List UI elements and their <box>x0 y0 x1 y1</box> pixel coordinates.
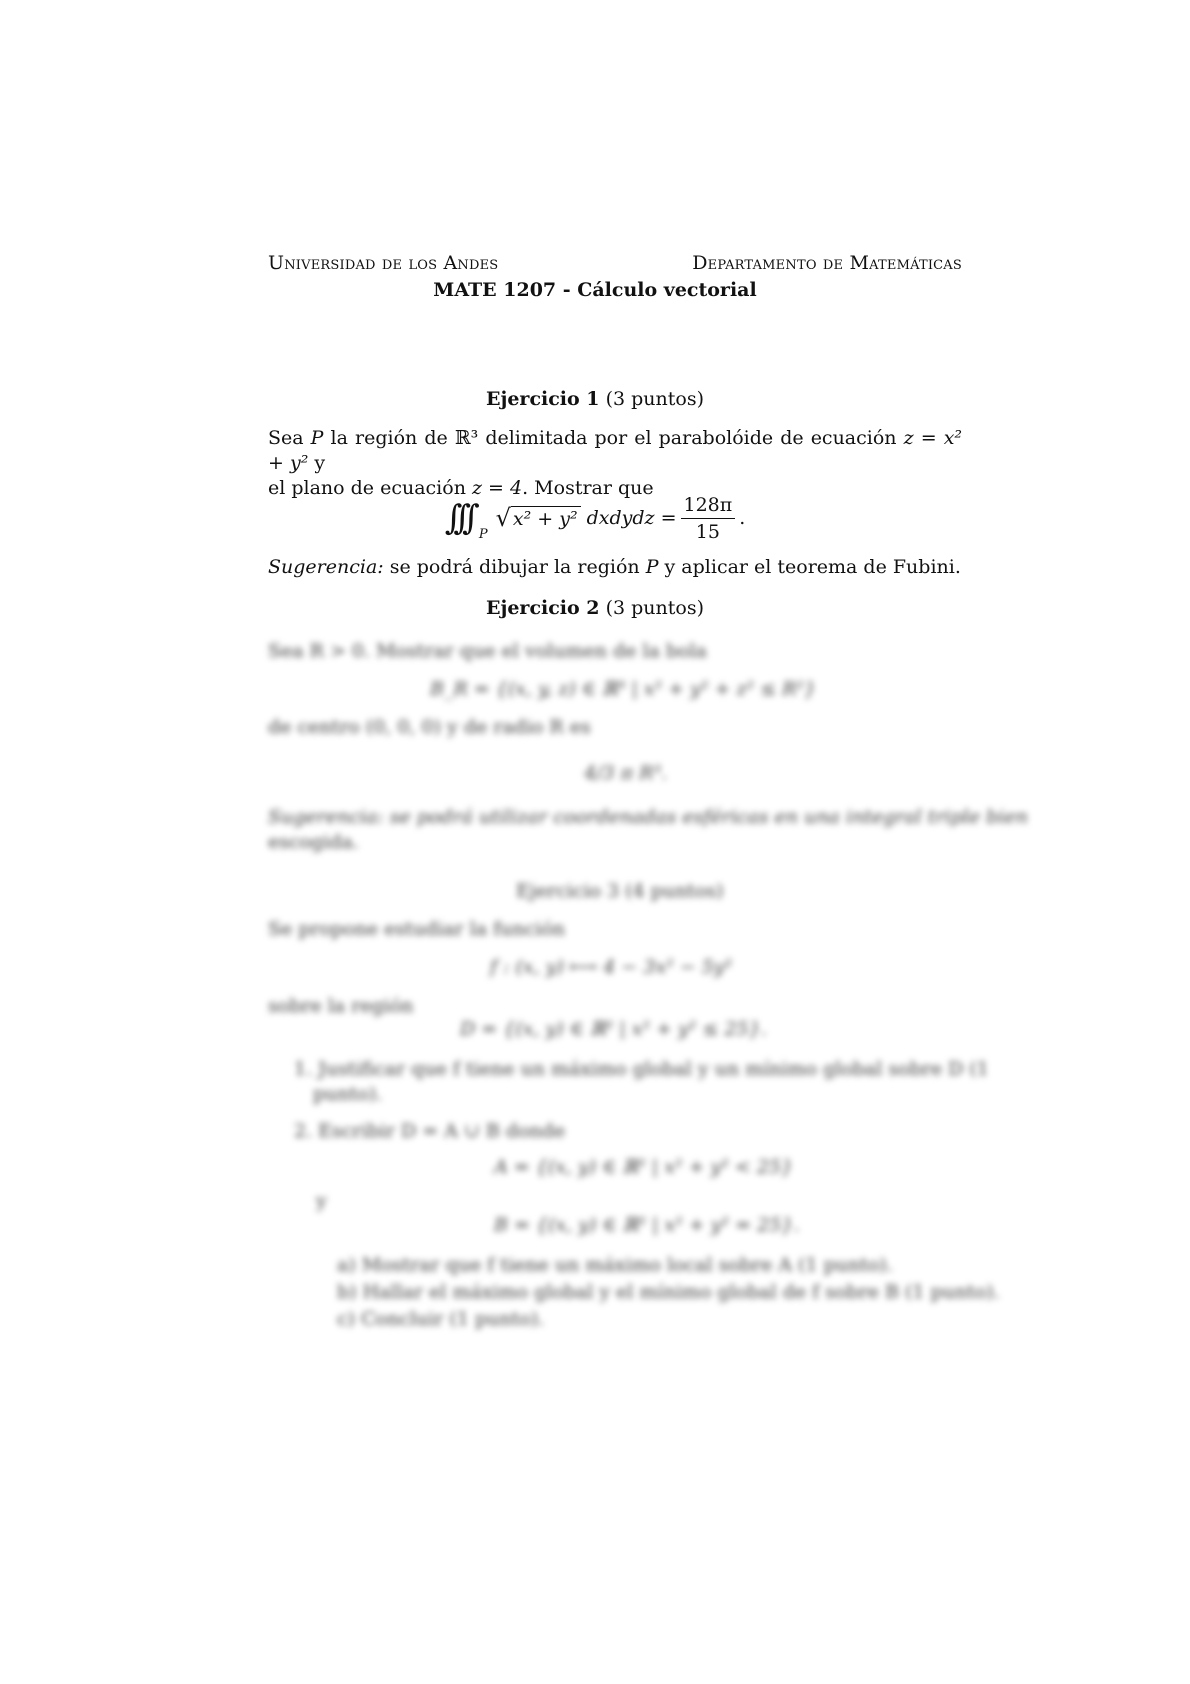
region-variable: P <box>645 556 659 578</box>
exercise-1-title: Ejercicio 1 <box>485 388 600 410</box>
blurred-line: c) Concluir (1 punto). <box>337 1308 545 1330</box>
blurred-line: f : (x, y) ⟼ 4 − 3x² − 5y² <box>490 956 733 978</box>
blurred-line: Ejercicio 3 (4 puntos) <box>516 880 724 902</box>
exercise-1-points: (3 puntos) <box>605 388 704 410</box>
integrand: x² + y² <box>511 506 581 530</box>
triple-integral-formula <box>0 488 1190 548</box>
statement-text: . Mostrar que <box>522 477 654 499</box>
hint-text: y aplicar el teorema de Fubini. <box>664 556 961 578</box>
result-fraction <box>681 494 736 543</box>
exercise-1-heading <box>0 388 1190 410</box>
blurred-line: 2. Escribir D = A ∪ B donde <box>294 1120 566 1142</box>
university-name: Universidad de los Andes <box>268 252 499 274</box>
statement-text: Sea <box>268 427 304 449</box>
exercise-1-hint <box>268 555 962 580</box>
statement-text: la región de <box>330 427 448 449</box>
r3-symbol: ℝ³ <box>454 427 479 449</box>
plane-equation: z = 4 <box>471 477 523 499</box>
radical-icon: √ <box>495 504 511 532</box>
blurred-line: 4/3 π R³. <box>584 762 668 784</box>
hint-label: Sugerencia: <box>268 556 384 578</box>
formula-period: . <box>739 507 746 529</box>
blurred-line: a) Mostrar que f tiene un máximo local sobre A (1 punto). <box>337 1254 893 1276</box>
blurred-line: A = {(x, y) ∈ ℝ² | x² + y² < 25} <box>494 1156 794 1178</box>
blurred-line: punto). <box>313 1083 383 1105</box>
fraction-numerator: 128π <box>681 494 736 519</box>
statement-text: y <box>314 452 326 474</box>
exercise-2-points: (3 puntos) <box>605 597 704 619</box>
paraboloid-equation: z = x² + y² <box>268 427 963 474</box>
blurred-line: y <box>316 1190 327 1212</box>
fraction-denominator: 15 <box>695 520 720 543</box>
blurred-line: b) Hallar el máximo global y el mínimo global de f sobre B (1 punto). <box>337 1281 1000 1303</box>
differentials: dxdydz = <box>586 507 677 529</box>
hint-text: se podrá dibujar la región <box>389 556 640 578</box>
blurred-line: escogida. <box>268 831 359 853</box>
integral-domain: P <box>478 526 488 542</box>
blurred-line: de centro (0, 0, 0) y de radio R es <box>268 716 591 738</box>
triple-integral-sign: ∫∫∫ <box>444 498 471 538</box>
blurred-line: Se propone estudiar la función <box>268 918 566 940</box>
statement-text: el plano de ecuación <box>268 477 466 499</box>
course-title: MATE 1207 - Cálculo vectorial <box>433 279 757 301</box>
blurred-line: Sugerencia: se podrá utilizar coordenadas esféricas en una integral triple bien <box>268 806 1028 828</box>
exercise-2-heading <box>0 597 1190 619</box>
statement-text: delimitada por el parabolóide de ecuación <box>485 427 897 449</box>
blurred-line: 1. Justificar que f tiene un máximo global y un mínimo global sobre D (1 <box>294 1058 989 1080</box>
blurred-line: B = {(x, y) ∈ ℝ² | x² + y² = 25}. <box>494 1214 800 1236</box>
department-name: Departamento de Matemáticas <box>692 252 962 274</box>
blurred-line: Sea R > 0. Mostrar que el volumen de la bola <box>268 640 707 662</box>
blurred-line: B_R = {(x, y, z) ∈ ℝ³ | x² + y² + z² ≤ R²} <box>430 678 817 700</box>
region-variable: P <box>310 427 324 449</box>
exercise-2-title: Ejercicio 2 <box>485 597 600 619</box>
blurred-line: sobre la región <box>268 995 414 1017</box>
square-root <box>496 506 581 530</box>
blurred-line: D = {(x, y) ∈ ℝ² | x² + y² ≤ 25}. <box>460 1018 767 1040</box>
